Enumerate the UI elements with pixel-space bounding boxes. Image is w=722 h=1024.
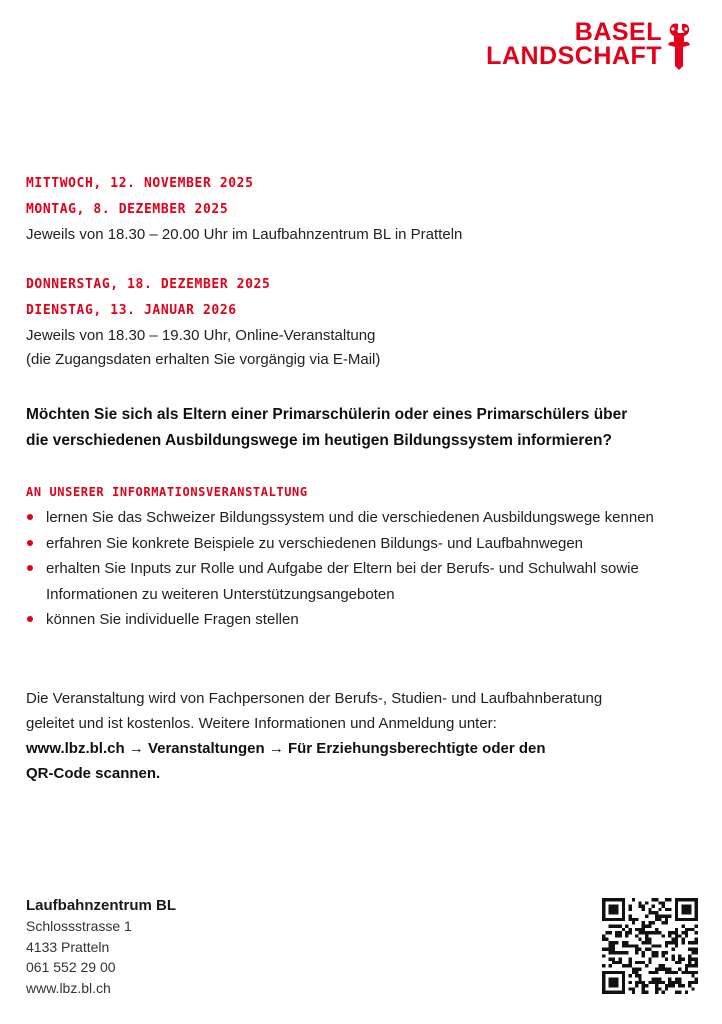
onsite-events bbox=[26, 173, 692, 247]
street: Schlossstrasse 1 bbox=[26, 918, 132, 934]
list-item: erfahren Sie konkrete Beispiele zu verschiedenen Bildungs- und Laufbahnwegen bbox=[26, 531, 692, 557]
question-line-1: Möchten Sie sich als Eltern einer Primarschülerin oder eines Primarschülers über bbox=[26, 406, 628, 423]
event-date-1: MITTWOCH, 12. NOVEMBER 2025 bbox=[26, 176, 254, 191]
info-event-heading: AN UNSERER INFORMATIONSVERANSTALTUNG bbox=[26, 485, 308, 499]
list-item: erhalten Sie Inputs zur Rolle und Aufgabe der Eltern bei der Berufs- und Schulwahl sowie Informationen zu weiteren Unterstützungsangeboten bbox=[26, 556, 692, 607]
closing-line-1: Die Veranstaltung wird von Fachpersonen der Berufs-, Studien- und Laufbahnberatung bbox=[26, 690, 603, 707]
closing-line-2: geleitet und ist kostenlos. Weitere Informationen und Anmeldung unter: bbox=[26, 715, 497, 732]
website[interactable]: www.lbz.bl.ch bbox=[26, 979, 111, 996]
bullet-dot-icon bbox=[27, 616, 33, 622]
phone[interactable]: 061 552 29 00 bbox=[26, 959, 116, 975]
logo-line-1: BASEL bbox=[574, 18, 662, 46]
bullet-dot-icon bbox=[27, 565, 33, 571]
registration-link-continued: QR-Code scannen. bbox=[26, 765, 161, 782]
qr-code-icon[interactable] bbox=[602, 898, 698, 994]
event-date-2: MONTAG, 8. DEZEMBER 2025 bbox=[26, 202, 229, 217]
closing-paragraph bbox=[26, 686, 692, 786]
info-event-list bbox=[26, 505, 692, 633]
bullet-dot-icon bbox=[27, 514, 33, 520]
event-date-3: DONNERSTAG, 18. DEZEMBER 2025 bbox=[26, 277, 271, 292]
list-item: lernen Sie das Schweizer Bildungssystem und die verschiedenen Ausbildungswege kennen bbox=[26, 505, 692, 531]
baselstab-icon bbox=[666, 20, 696, 72]
bullet-dot-icon bbox=[27, 540, 33, 546]
registration-link[interactable]: www.lbz.bl.ch → Veranstaltungen → Für Erziehungsberechtigte oder den bbox=[26, 740, 546, 757]
logo-line-2: LANDSCHAFT bbox=[486, 42, 662, 70]
online-info-1: Jeweils von 18.30 – 19.30 Uhr, Online-Veranstaltung bbox=[26, 327, 376, 344]
info-event-section bbox=[26, 481, 692, 633]
online-info-2: (die Zugangsdaten erhalten Sie vorgängig via E-Mail) bbox=[26, 351, 381, 368]
question-line-2: die verschiedenen Ausbildungswege im heutigen Bildungssystem informieren? bbox=[26, 432, 612, 449]
basel-landschaft-logo bbox=[486, 20, 696, 72]
org-name: Laufbahnzentrum BL bbox=[26, 897, 176, 914]
city: 4133 Pratteln bbox=[26, 938, 110, 955]
list-item: können Sie individuelle Fragen stellen bbox=[26, 607, 692, 633]
footer-address bbox=[26, 896, 176, 998]
online-events bbox=[26, 274, 692, 372]
event-date-4: DIENSTAG, 13. JANUAR 2026 bbox=[26, 303, 237, 318]
onsite-info: Jeweils von 18.30 – 20.00 Uhr im Laufbahnzentrum BL in Pratteln bbox=[26, 226, 463, 243]
intro-question bbox=[26, 402, 692, 454]
